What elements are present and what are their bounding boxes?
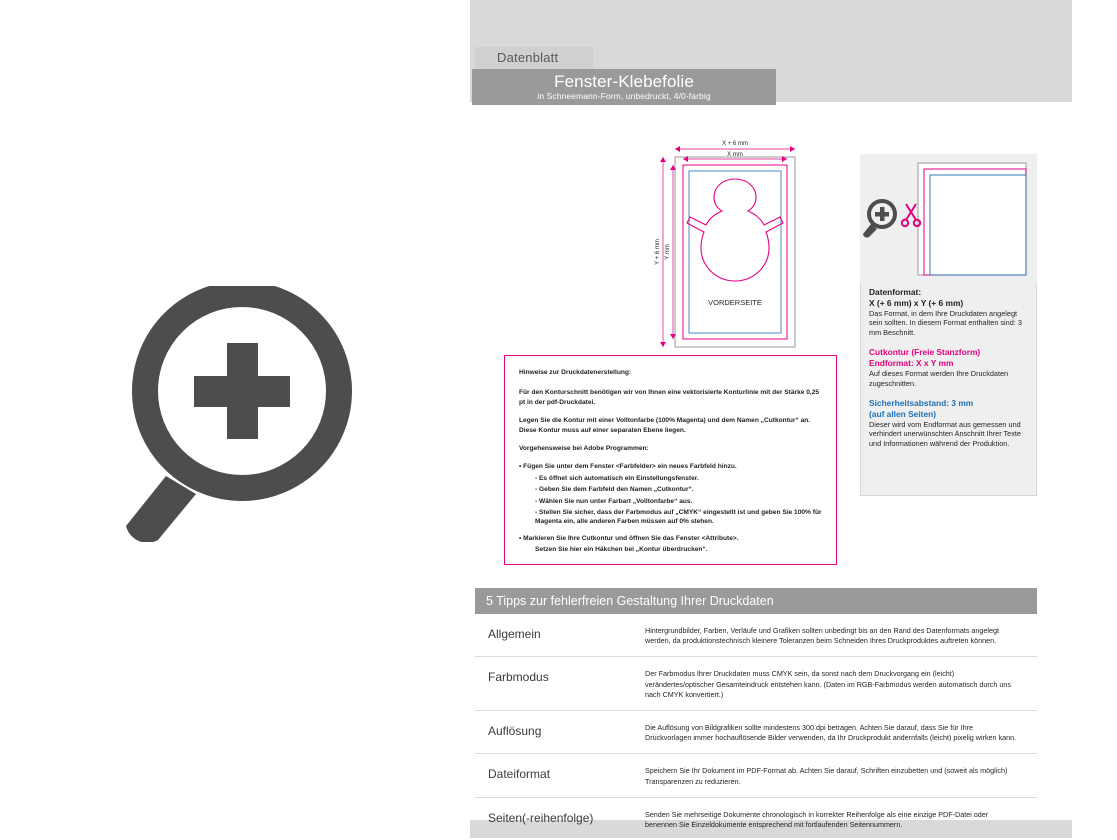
hints-title: Hinweise zur Druckdatenerstellung:	[519, 369, 632, 376]
dimension-label-left-outer: Y + 6 mm	[655, 239, 661, 265]
dimension-label-top-inner: X mm	[727, 152, 743, 158]
hints-bullet-list	[519, 462, 822, 554]
table-row	[475, 754, 1037, 797]
datasheet-page	[470, 0, 1072, 838]
tip-body-allgemein: Hintergrundbilder, Farben, Verläufe und Grafiken sollten unbedingt bis an den Rand des Datenformats angelegt werden, da produktionstechnisch kleinere Toleranzen beim Schneiden Ihres Druckproduktes auftreten können.	[645, 626, 1000, 646]
info-block-sicherheitsabstand: Sicherheitsabstand: 3 mm (auf allen Seiten) Dieser wird vom Endformat aus gemessen und verhindert unerwünschten Anschnitt Ihrer Texte und Informationen während der Produktion.	[869, 398, 1021, 448]
tip-label-allgemein: Allgemein	[488, 627, 541, 641]
table-row	[475, 657, 1037, 711]
tips-table-header: 5 Tipps zur fehlerfreien Gestaltung Ihrer Druckdaten	[475, 588, 1037, 614]
title-bar	[472, 69, 776, 105]
hints-subitem-1-4: - Stellen Sie sicher, dass der Farbmodus auf „CMYK“ eingestellt ist und geben Sie 100% für Magenta ein, alle anderen Farben müssen auf 0% stehen.	[535, 509, 822, 526]
datenblatt-tab: Datenblatt	[475, 47, 593, 69]
magnifier-plus-icon	[104, 286, 354, 542]
tip-label-dateiformat: Dateiformat	[488, 767, 551, 782]
tip-body-seitenreihenfolge: Senden Sie mehrseitige Dokumente chronologisch in korrekter Reihenfolge als eine einzige PDF-Datei oder benennen Sie Einzeldokumente entsprechend mit fortlaufenden Seitennummern.	[645, 809, 989, 830]
hints-paragraph-2: Legen Sie die Kontur mit einer Volltonfarbe (100% Magenta) und dem Namen „Cutkontur“ an. Diese Kontur muss auf einer separaten Ebene liegen.	[519, 417, 811, 434]
tip-body-farbmodus: Der Farbmodus Ihrer Druckdaten muss CMYK sein, da sonst nach dem Druckvorgang ein (leicht) verändertes/optischer Gesamteindruck entstehen kann. (Daten im RGB-Farbmodus werden automatisch durch uns nach CMYK konvertiert.)	[645, 669, 1011, 699]
hints-paragraph-3: Vorgehensweise bei Adobe Programmen:	[519, 445, 649, 453]
tip-body-aufloesung: Die Auflösung von Bildgrafiken sollte mindestens 300 dpi betragen. Achten Sie darauf, dass Sie für Ihre Druckvorlagen immer hochauflösende Bilder verwenden, da Ihr Druckprodukt andernfalls (leicht) pixelig wirken kann.	[645, 723, 1017, 743]
page-right-margin	[1072, 0, 1117, 838]
dimension-label-top-outer: X + 6 mm	[722, 141, 748, 147]
hints-bullet-2: • Markieren Sie Ihre Cutkontur und öffnen Sie das Fenster <Attribute>.	[519, 534, 739, 542]
table-row	[475, 798, 1037, 840]
preview-pane	[0, 0, 470, 838]
front-side-label: VORDERSEITE	[708, 298, 762, 307]
technical-drawing	[595, 135, 885, 365]
tip-label-seitenreihenfolge: Seiten(-reihenfolge)	[488, 810, 594, 825]
tip-label-aufloesung: Auflösung	[488, 724, 542, 739]
tip-body-dateiformat: Speichern Sie Ihr Dokument im PDF-Format ab. Achten Sie darauf, Schriften einzubetten und (soweit als möglich) Transparenzen zu reduzieren.	[645, 766, 1008, 786]
info-block-cutkontur: Cutkontur (Freie Stanzform) Endformat: X x Y mm Auf dieses Format werden Ihre Druckdaten zugeschnitten.	[869, 347, 1009, 388]
tip-label-farbmodus: Farbmodus	[488, 670, 549, 685]
hints-subitem-1-2: - Geben Sie dem Farbfeld den Namen „Cutkontur“.	[535, 486, 694, 494]
info-block-datenformat: Datenformat: X (+ 6 mm) x Y (+ 6 mm) Das Format, in dem Ihre Druckdaten angelegt sein sollten. In diesem Format enthalten sind: 3 mm Beschnitt.	[869, 287, 1022, 337]
table-row	[475, 614, 1037, 657]
format-info-text	[869, 287, 1031, 458]
page-title: Fenster-Klebefolie	[554, 72, 694, 91]
hints-subitem-1-3: - Wählen Sie nun unter Farbart „Volltonfarbe“ aus.	[535, 497, 693, 505]
tips-table	[475, 588, 1037, 840]
table-row	[475, 711, 1037, 754]
format-preview-thumb	[860, 154, 1037, 284]
hints-subitem-1-1: - Es öffnet sich automatisch ein Einstellungsfenster.	[535, 474, 699, 482]
print-data-hints-box	[504, 355, 837, 565]
hints-bullet-1: • Fügen Sie unter dem Fenster <Farbfelder> ein neues Farbfeld hinzu.	[519, 463, 737, 471]
hints-paragraph-1: Für den Konturschnitt benötigen wir von Ihnen eine vektorisierte Konturlinie mit der Stärke 0,25 pt in der pdf-Druckdatei.	[519, 389, 820, 406]
page-subtitle: in Schneemann-Form, unbedruckt, 4/0-farbig	[537, 91, 711, 101]
dimension-label-left-inner: Y mm	[665, 244, 671, 260]
hints-subitem-2-1: Setzen Sie hier ein Häkchen bei „Kontur überdrucken“.	[535, 546, 708, 554]
